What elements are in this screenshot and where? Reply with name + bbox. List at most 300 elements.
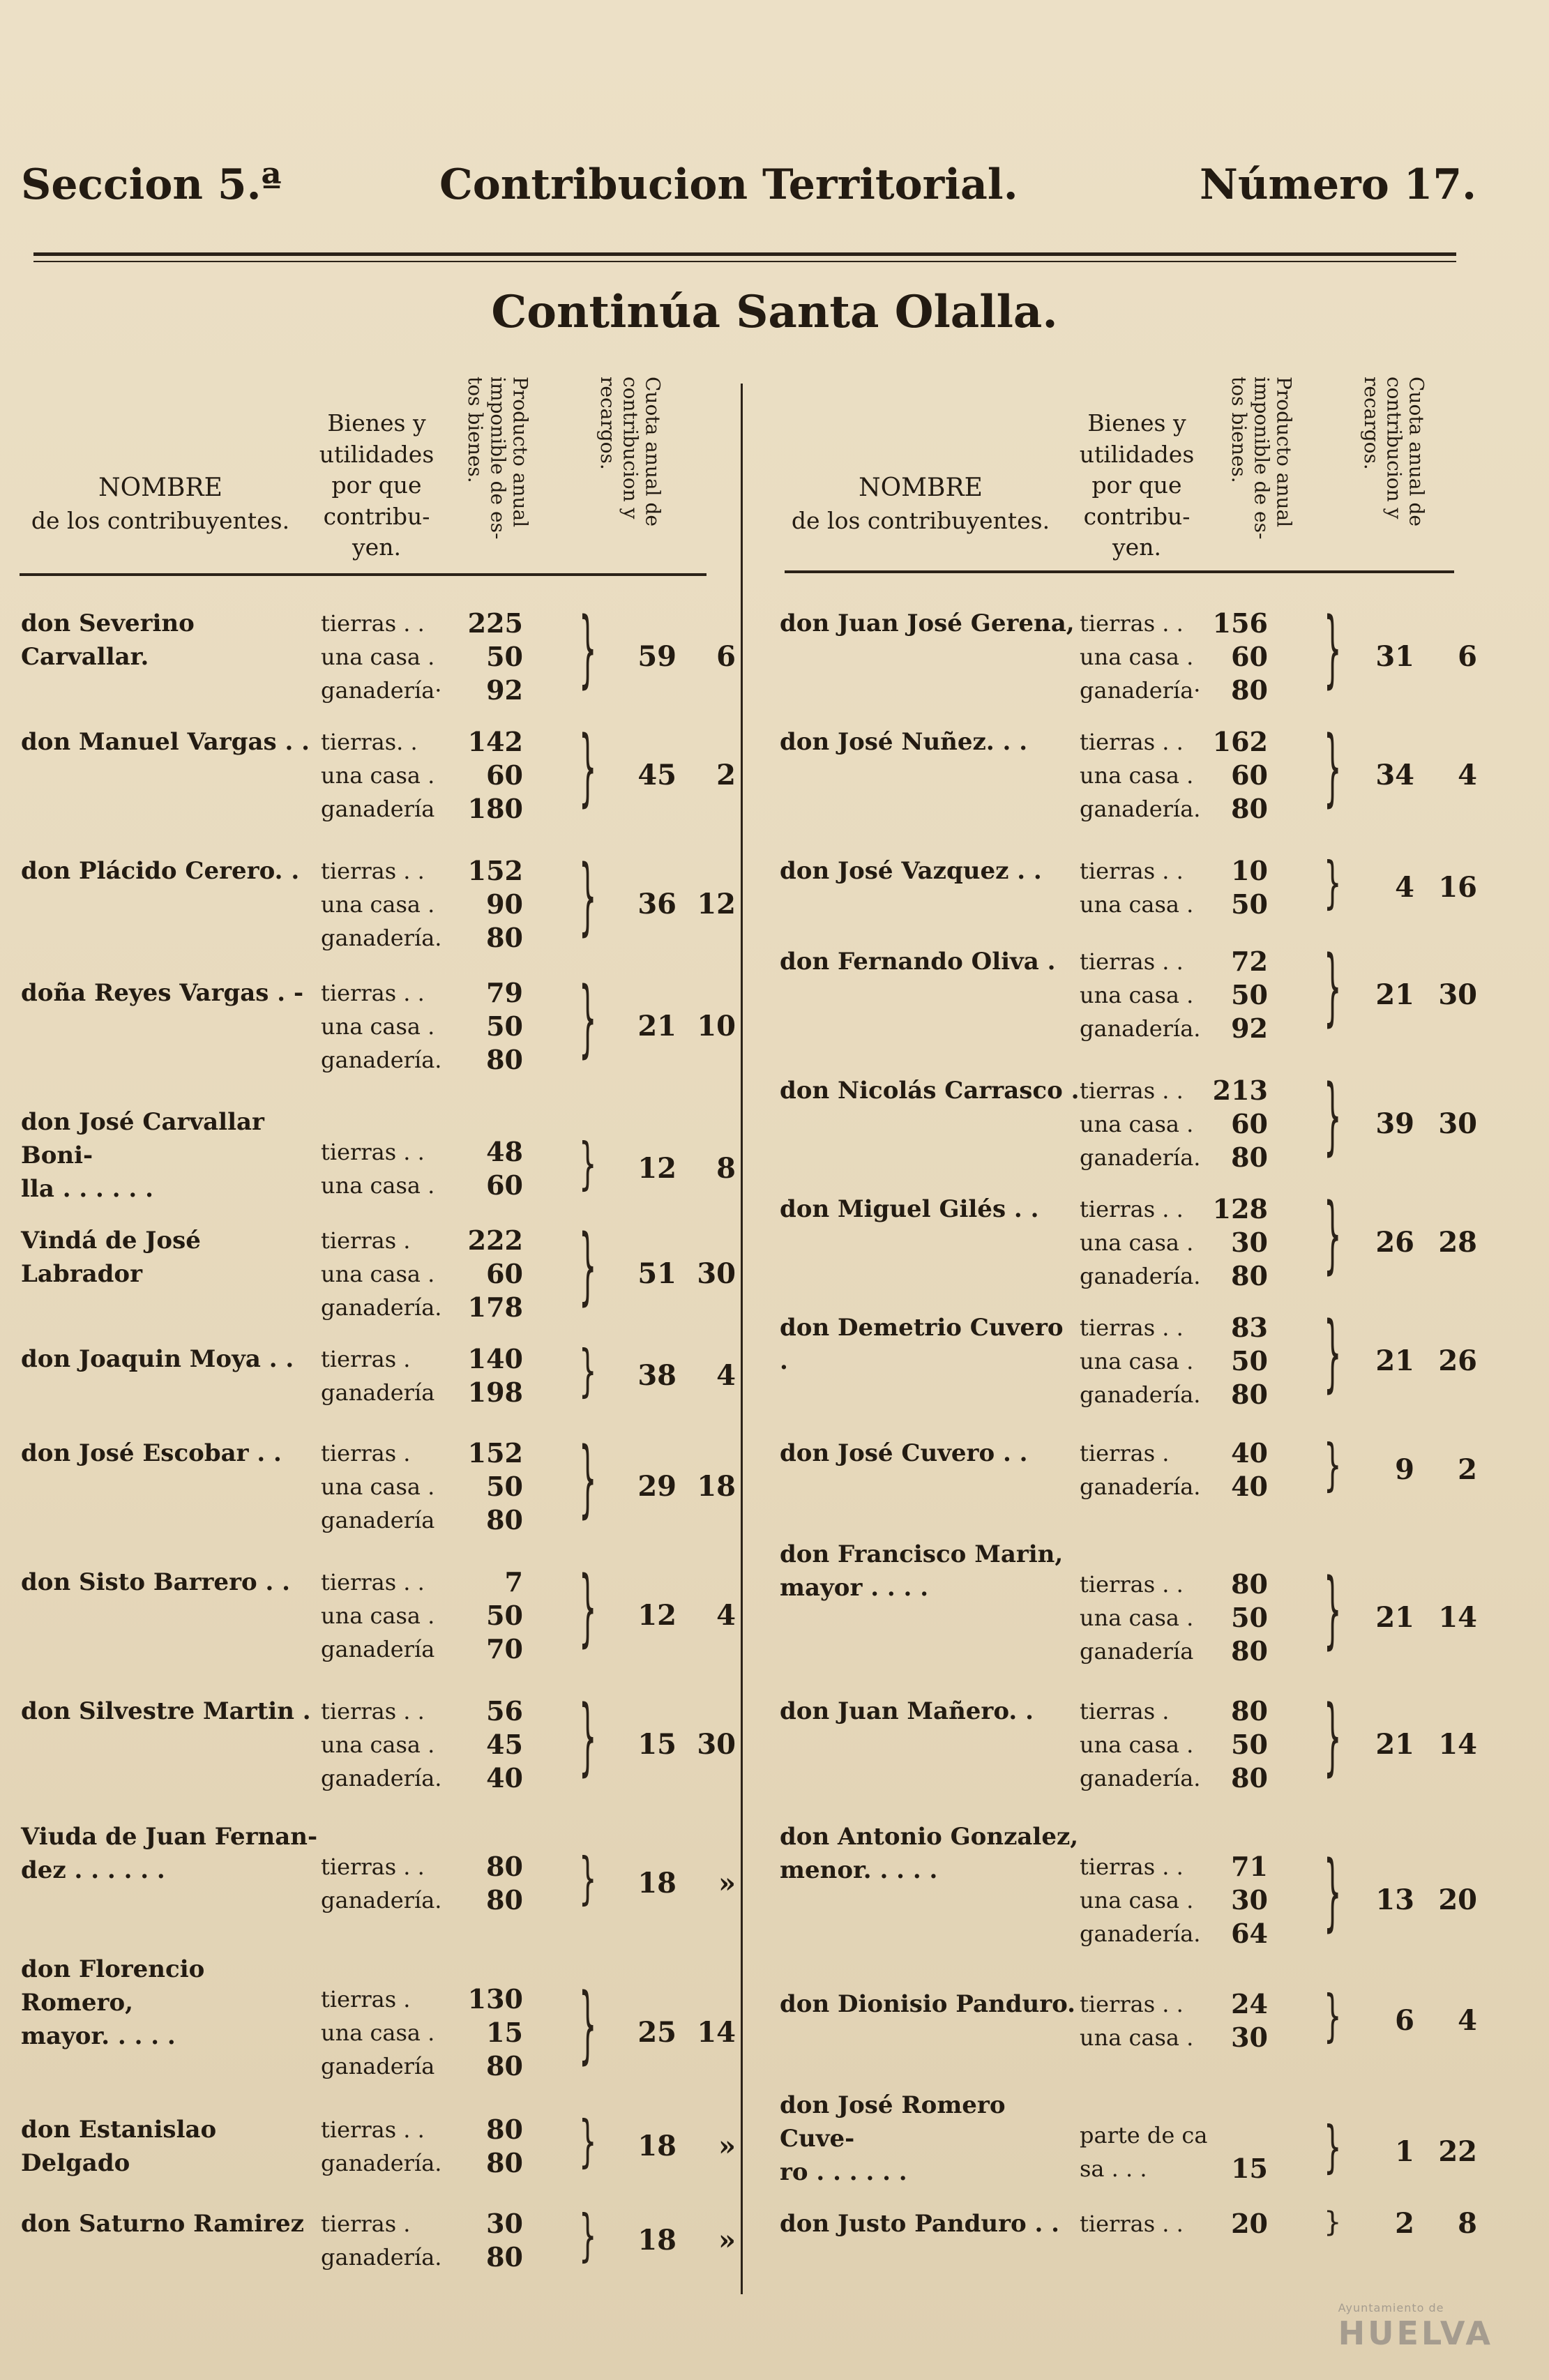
- contributor-name: [21, 607, 321, 674]
- cuota-reales: 34: [1375, 759, 1414, 791]
- grouping-brace: }: [579, 971, 597, 1068]
- asset-label: ganadería.: [321, 1765, 442, 1791]
- asset-value: 56: [486, 1695, 523, 1727]
- asset-label: tierras . .: [1080, 2211, 1184, 2237]
- asset-value: 140: [467, 1343, 523, 1374]
- page-number: Número 17.: [1200, 160, 1477, 209]
- contributor-name-line: don José Romero Cuve-: [780, 2091, 1006, 2153]
- cuota-reales: 18: [637, 2224, 677, 2257]
- contributor-name-line: doña Reyes Vargas . -: [21, 979, 304, 1007]
- asset-label: ganadería.: [1080, 1263, 1201, 1289]
- grouping-brace: }: [1324, 1690, 1342, 1786]
- asset-label: tierras . .: [1080, 1314, 1184, 1341]
- asset-value: 50: [486, 1010, 523, 1042]
- asset-value: 80: [1231, 674, 1268, 706]
- asset-label: tierras .: [1080, 1698, 1170, 1725]
- cuota-maravedis: 6: [716, 640, 736, 673]
- grouping-brace: }: [1324, 1434, 1342, 1498]
- contributor-name-line: don Juan José Gerena,: [780, 609, 1075, 637]
- asset-label: tierras . .: [321, 610, 425, 637]
- header-rule-thin: [33, 261, 1456, 262]
- contributor-name-line: Viuda de Juan Fernan-: [21, 1823, 318, 1851]
- cuota-maravedis: 30: [697, 1257, 736, 1290]
- grouping-brace: }: [1324, 940, 1342, 1036]
- grouping-brace: }: [579, 1690, 597, 1786]
- asset-label: tierras .: [321, 1346, 411, 1372]
- asset-value: 40: [1231, 1471, 1268, 1502]
- cuota-reales: 12: [637, 1599, 677, 1632]
- asset-label: tierras . .: [1080, 729, 1184, 755]
- asset-value: 80: [1231, 793, 1268, 824]
- asset-value: 92: [1231, 1013, 1268, 1044]
- asset-value: 60: [486, 1258, 523, 1289]
- cuota-reales: 12: [637, 1152, 677, 1185]
- contributor-name: [780, 1695, 1080, 1728]
- contributor-name-line: don Florencio Romero,: [21, 1955, 205, 2017]
- asset-label: tierras . .: [321, 858, 425, 884]
- grouping-brace: }: [579, 602, 597, 698]
- asset-label: una casa .: [321, 2019, 435, 2047]
- contributor-name-line: don José Escobar . .: [21, 1439, 282, 1467]
- contributor-name: [21, 2207, 321, 2241]
- asset-value: 48: [486, 1136, 523, 1168]
- asset-value: 80: [486, 1851, 523, 1883]
- cuota-reales: 1: [1395, 2135, 1414, 2169]
- asset-value: 80: [486, 922, 523, 953]
- asset-value: 30: [486, 2208, 523, 2239]
- asset-value: 60: [1231, 759, 1268, 791]
- contributor-name-line: menor. . . . .: [780, 1856, 938, 1884]
- contributor-name-line: don Juan Mañero. .: [780, 1697, 1034, 1725]
- asset-value: 60: [486, 759, 523, 791]
- cuota-reales: 29: [637, 1470, 677, 1503]
- asset-value: 80: [1231, 1142, 1268, 1173]
- cuota-maravedis: 4: [1458, 2004, 1477, 2037]
- contributor-name: [21, 976, 321, 1010]
- cuota-maravedis: 20: [1438, 1883, 1477, 1917]
- contributor-name: [780, 1192, 1080, 1226]
- asset-value: 30: [1231, 1884, 1268, 1916]
- asset-label: ganadería.: [321, 1047, 442, 1073]
- cuota-reales: 38: [637, 1359, 677, 1392]
- asset-label: ganadería.: [1080, 1473, 1201, 1500]
- contributor-name: [780, 607, 1080, 640]
- asset-label: ganadería: [321, 1636, 435, 1662]
- grouping-brace: }: [579, 1132, 597, 1197]
- asset-value: 10: [1231, 855, 1268, 886]
- cuota-reales: 36: [637, 888, 677, 920]
- grouping-brace: }: [579, 1432, 597, 1528]
- cuota-maravedis: 12: [697, 888, 736, 920]
- asset-value: 180: [467, 793, 523, 824]
- contributor-name-line: don José Nuñez. . .: [780, 728, 1028, 756]
- asset-value: 152: [467, 1437, 523, 1469]
- asset-value: 80: [486, 1884, 523, 1916]
- cuota-reales: 25: [637, 2016, 677, 2049]
- contributor-name-line: dez . . . . . .: [21, 1856, 165, 1884]
- asset-value: 80: [1231, 1260, 1268, 1291]
- contributor-name-line: don José Vazquez . .: [780, 857, 1042, 885]
- cuota-maravedis: »: [718, 2224, 736, 2257]
- cuota-reales: 6: [1395, 2004, 1414, 2037]
- contributor-name: [780, 1538, 1080, 1605]
- asset-value: 50: [1231, 1345, 1268, 1377]
- asset-label: tierras . .: [1080, 1196, 1184, 1222]
- contributor-name-line: don Estanislao Delgado: [21, 2116, 217, 2177]
- contributor-name-line: don Justo Panduro . .: [780, 2210, 1060, 2238]
- cuota-reales: 21: [637, 1010, 677, 1043]
- grouping-brace: }: [579, 1561, 597, 1657]
- contributor-name: [780, 1987, 1080, 2021]
- asset-value: 64: [1231, 1918, 1268, 1950]
- grouping-brace: }: [1324, 720, 1342, 817]
- contributor-name: [21, 2113, 321, 2180]
- asset-label: una casa .: [321, 1172, 435, 1199]
- asset-value: 15: [486, 2017, 523, 2049]
- asset-value: 178: [467, 1291, 523, 1323]
- cuota-reales: 18: [637, 2130, 677, 2162]
- asset-label: tierras . .: [1080, 610, 1184, 637]
- cuota-reales: 21: [1375, 1728, 1414, 1761]
- asset-label: una casa .: [321, 1013, 435, 1040]
- grouping-brace: }: [1324, 2206, 1342, 2238]
- cuota-reales: 4: [1395, 871, 1414, 904]
- grouping-brace: }: [1324, 1188, 1342, 1284]
- cuota-maravedis: 30: [1438, 978, 1477, 1011]
- asset-label: tierras . .: [321, 2116, 425, 2143]
- asset-label: tierras .: [321, 1986, 411, 2013]
- asset-label: tierras . .: [321, 1854, 425, 1881]
- asset-value: 80: [1231, 1762, 1268, 1794]
- cuota-maravedis: 22: [1438, 2135, 1477, 2169]
- asset-label: ganadería: [321, 2053, 435, 2080]
- contributor-name: [21, 1342, 321, 1376]
- asset-label: una casa .: [1080, 1229, 1194, 1256]
- contributor-name-line: don Silvestre Martin .: [21, 1697, 311, 1725]
- asset-value: 40: [1231, 1437, 1268, 1469]
- asset-label: una casa .: [1080, 982, 1194, 1008]
- asset-label: una casa .: [1080, 1731, 1194, 1758]
- asset-label: ganadería·: [1080, 677, 1201, 704]
- asset-value: 45: [486, 1729, 523, 1760]
- asset-label: ganadería.: [1080, 1920, 1201, 1948]
- asset-label: una casa .: [321, 1473, 435, 1500]
- asset-label: una casa .: [321, 1602, 435, 1629]
- asset-label: una casa .: [1080, 1111, 1194, 1137]
- contributor-name: [780, 2089, 1080, 2189]
- contributor-name-line: don Joaquin Moya . .: [21, 1345, 294, 1373]
- asset-label: una casa .: [1080, 891, 1194, 918]
- asset-value: 50: [486, 1471, 523, 1502]
- asset-label: una casa .: [321, 644, 435, 670]
- cuota-maravedis: 8: [1458, 2207, 1477, 2240]
- asset-label: ganadería.: [1080, 1144, 1201, 1171]
- cuota-reales: 21: [1375, 978, 1414, 1011]
- asset-value: 142: [467, 726, 523, 757]
- contributor-name-line: lla . . . . . .: [21, 1175, 153, 1203]
- cuota-maravedis: 10: [697, 1010, 736, 1043]
- cuota-maravedis: 16: [1438, 871, 1477, 904]
- col-head-bienes-right: Bienes y utilidades por que contribu- yen.: [1079, 409, 1195, 561]
- contributor-name-line: don Severino Carvallar.: [21, 609, 195, 671]
- contributor-name: [21, 1820, 321, 1887]
- col-head-name-right: NOMBRE de los contribuyentes.: [791, 473, 1050, 534]
- asset-label: ganadería: [321, 1379, 435, 1406]
- header-rule: [33, 252, 1456, 256]
- contributor-name-line: don José Carvallar Boni-: [21, 1108, 264, 1169]
- asset-label: una casa .: [321, 891, 435, 918]
- asset-value: 50: [486, 641, 523, 672]
- grouping-brace: }: [579, 1219, 597, 1315]
- asset-value: 71: [1231, 1851, 1268, 1883]
- contributor-name-line: don José Cuvero . .: [780, 1439, 1028, 1467]
- col-head-cuota-right: Cuota anual de contribucion y recargos.: [1360, 377, 1428, 526]
- cuota-maravedis: 14: [697, 2016, 736, 2049]
- asset-label: tierras .: [1080, 1440, 1170, 1466]
- contributor-name: [780, 854, 1080, 888]
- contributor-name-line: mayor. . . . .: [21, 2022, 176, 2050]
- col-head-rule-left: [20, 573, 707, 576]
- cuota-maravedis: 26: [1438, 1344, 1477, 1377]
- contributor-name-line: don Manuel Vargas . .: [21, 728, 310, 756]
- cuota-maravedis: 28: [1438, 1226, 1477, 1259]
- asset-value: 92: [486, 674, 523, 706]
- asset-label: parte de ca: [1080, 2122, 1208, 2149]
- asset-label: tierras. .: [321, 729, 418, 755]
- archive-stamp: Ayuntamiento de HUELVA: [1338, 2301, 1493, 2352]
- asset-label: ganadería.: [321, 2150, 442, 2176]
- asset-value: 80: [486, 1504, 523, 1536]
- cuota-maravedis: 30: [1438, 1107, 1477, 1140]
- asset-value: 79: [486, 977, 523, 1008]
- asset-label: tierras . .: [1080, 1991, 1184, 2017]
- asset-value: 83: [1231, 1312, 1268, 1343]
- asset-value: 7: [504, 1566, 523, 1598]
- asset-label: ganadería.: [321, 1887, 442, 1914]
- cuota-maravedis: 4: [716, 1599, 736, 1632]
- cuota-reales: 15: [637, 1728, 677, 1761]
- asset-value: 80: [486, 2241, 523, 2273]
- contributor-name-line: don Miguel Gilés . .: [780, 1195, 1039, 1223]
- asset-label: una casa .: [321, 1731, 435, 1758]
- contributor-name: [21, 1953, 321, 2053]
- cuota-maravedis: 8: [716, 1152, 736, 1185]
- asset-value: 60: [486, 1169, 523, 1202]
- cuota-maravedis: 18: [697, 1470, 736, 1503]
- grouping-brace: }: [579, 2110, 597, 2174]
- asset-label: tierras . .: [1080, 948, 1184, 975]
- contributor-name-line: mayor . . . .: [780, 1574, 929, 1602]
- cuota-maravedis: 2: [716, 759, 736, 791]
- grouping-brace: }: [1324, 1845, 1342, 1942]
- asset-value: 222: [467, 1225, 523, 1256]
- asset-label: ganadería.: [1080, 1381, 1201, 1408]
- grouping-brace: }: [1324, 851, 1342, 916]
- asset-label: tierras . .: [1080, 1077, 1184, 1104]
- cuota-reales: 9: [1395, 1453, 1414, 1486]
- grouping-brace: }: [579, 1978, 597, 2075]
- cuota-reales: 13: [1375, 1883, 1414, 1917]
- asset-label: tierras . .: [321, 1139, 425, 1166]
- asset-value: 90: [486, 888, 523, 920]
- asset-value: 40: [486, 1762, 523, 1794]
- grouping-brace: }: [1324, 1306, 1342, 1402]
- cuota-maravedis: 2: [1458, 1453, 1477, 1486]
- asset-label: una casa .: [321, 762, 435, 789]
- asset-value: 50: [1231, 888, 1268, 920]
- contributor-name: [21, 1105, 321, 1206]
- contributor-name: [21, 725, 321, 759]
- contributor-name-line: don Antonio Gonzalez,: [780, 1823, 1079, 1851]
- asset-label: una casa .: [321, 1261, 435, 1287]
- cuota-reales: 31: [1375, 640, 1414, 673]
- grouping-brace: }: [579, 1340, 597, 1404]
- asset-label: ganadería·: [321, 677, 442, 704]
- asset-label: ganadería: [1080, 1638, 1194, 1665]
- asset-value: 80: [1231, 1568, 1268, 1600]
- grouping-brace: }: [1324, 1069, 1342, 1165]
- col-head-name-left: NOMBRE de los contribuyentes.: [31, 473, 290, 534]
- asset-value: 80: [486, 2147, 523, 2178]
- grouping-brace: }: [579, 2204, 597, 2268]
- asset-value: 128: [1212, 1193, 1268, 1225]
- cuota-reales: 21: [1375, 1601, 1414, 1635]
- subtitle: Continúa Santa Olalla.: [491, 286, 1058, 338]
- asset-label: tierras . .: [321, 1698, 425, 1725]
- asset-value: 60: [1231, 641, 1268, 672]
- asset-label: una casa .: [1080, 1348, 1194, 1374]
- asset-value: 130: [467, 1983, 523, 2015]
- asset-label: tierras .: [321, 2211, 411, 2237]
- asset-value: 80: [486, 2050, 523, 2082]
- cuota-reales: 51: [637, 1257, 677, 1290]
- contributor-name-line: don Sisto Barrero . .: [21, 1568, 291, 1596]
- asset-value: 80: [1231, 1635, 1268, 1667]
- asset-label: sa . . .: [1080, 2155, 1147, 2183]
- page-title: Contribucion Territorial.: [439, 160, 1018, 209]
- grouping-brace: }: [1324, 2116, 1342, 2181]
- asset-label: tierras . .: [1080, 1854, 1184, 1881]
- cuota-reales: 21: [1375, 1344, 1414, 1377]
- section-label: Seccion 5.ª: [21, 160, 282, 209]
- contributor-name: [780, 2207, 1080, 2241]
- asset-label: tierras . .: [321, 1569, 425, 1595]
- grouping-brace: }: [579, 849, 597, 946]
- asset-value: 225: [467, 607, 523, 639]
- asset-value: 50: [486, 1600, 523, 1631]
- cuota-maravedis: 14: [1438, 1601, 1477, 1635]
- grouping-brace: }: [1324, 1563, 1342, 1660]
- asset-value: 30: [1231, 1227, 1268, 1258]
- asset-label: ganadería.: [321, 1294, 442, 1321]
- asset-label: tierras .: [321, 1227, 411, 1254]
- contributor-name: [780, 1437, 1080, 1470]
- asset-value: 213: [1212, 1075, 1268, 1106]
- contributor-name-line: don Nicolás Carrasco .: [780, 1077, 1080, 1105]
- contributor-name-line: ro . . . . . .: [780, 2158, 907, 2186]
- col-head-producto-left: Producto anual imponible de es- tos bienes.: [464, 377, 532, 540]
- column-divider: [741, 384, 743, 2294]
- contributor-name-line: don Fernando Oliva .: [780, 948, 1056, 976]
- asset-label: ganadería.: [321, 925, 442, 951]
- asset-value: 50: [1231, 1602, 1268, 1634]
- asset-value: 80: [486, 2114, 523, 2145]
- asset-value: 30: [1231, 2022, 1268, 2053]
- grouping-brace: }: [1324, 1985, 1342, 2049]
- asset-value: 20: [1231, 2208, 1268, 2239]
- cuota-maravedis: 4: [716, 1359, 736, 1392]
- asset-value: 72: [1231, 946, 1268, 977]
- contributor-name: [21, 1224, 321, 1291]
- asset-value: 162: [1212, 726, 1268, 757]
- cuota-maravedis: 4: [1458, 759, 1477, 791]
- col-head-bienes-left: Bienes y utilidades por que contribu- yen.: [319, 409, 435, 561]
- asset-label: tierras . .: [1080, 858, 1184, 884]
- cuota-maravedis: 14: [1438, 1728, 1477, 1761]
- cuota-reales: 26: [1375, 1226, 1414, 1259]
- asset-label: ganadería: [321, 796, 435, 822]
- grouping-brace: }: [579, 1847, 597, 1912]
- asset-value: 15: [1231, 2153, 1268, 2185]
- asset-label: una casa .: [1080, 1887, 1194, 1914]
- asset-value: 60: [1231, 1108, 1268, 1139]
- asset-label: tierras .: [321, 1440, 411, 1466]
- asset-label: ganadería.: [1080, 1015, 1201, 1042]
- asset-label: ganadería.: [321, 2244, 442, 2271]
- asset-label: tierras . .: [1080, 1571, 1184, 1598]
- contributor-name: [780, 1820, 1080, 1887]
- asset-value: 198: [467, 1377, 523, 1408]
- asset-label: una casa .: [1080, 2024, 1194, 2051]
- asset-value: 50: [1231, 1729, 1268, 1760]
- cuota-reales: 2: [1395, 2207, 1414, 2240]
- asset-value: 80: [1231, 1379, 1268, 1410]
- col-head-rule-right: [785, 570, 1454, 573]
- cuota-reales: 59: [637, 640, 677, 673]
- asset-label: una casa .: [1080, 644, 1194, 670]
- cuota-maravedis: »: [718, 1867, 736, 1900]
- col-head-producto-right: Producto anual imponible de es- tos bienes.: [1227, 377, 1296, 540]
- contributor-name-line: don Dionisio Panduro.: [780, 1990, 1076, 2018]
- cuota-maravedis: »: [718, 2130, 736, 2162]
- grouping-brace: }: [1324, 602, 1342, 698]
- asset-value: 156: [1212, 607, 1268, 639]
- contributor-name-line: don Plácido Cerero. .: [21, 857, 300, 885]
- cuota-maravedis: 6: [1458, 640, 1477, 673]
- asset-value: 152: [467, 855, 523, 886]
- contributor-name: [780, 725, 1080, 759]
- asset-value: 80: [486, 1044, 523, 1075]
- cuota-reales: 45: [637, 759, 677, 791]
- asset-value: 24: [1231, 1988, 1268, 2019]
- grouping-brace: }: [579, 720, 597, 817]
- contributor-name-line: don Francisco Marin,: [780, 1540, 1064, 1568]
- asset-label: ganadería.: [1080, 1765, 1201, 1791]
- contributor-name-line: don Saturno Ramirez: [21, 2210, 304, 2238]
- asset-label: una casa .: [1080, 762, 1194, 789]
- contributor-name-line: Vindá de José Labrador: [21, 1227, 201, 1288]
- contributor-name: [780, 1074, 1080, 1107]
- cuota-maravedis: 30: [697, 1728, 736, 1761]
- asset-value: 50: [1231, 979, 1268, 1010]
- cuota-reales: 39: [1375, 1107, 1414, 1140]
- contributor-name-line: don Demetrio Cuvero .: [780, 1314, 1064, 1375]
- asset-label: una casa .: [1080, 1605, 1194, 1632]
- contributor-name: [21, 1566, 321, 1599]
- asset-label: ganadería.: [1080, 796, 1201, 822]
- contributor-name: [21, 854, 321, 888]
- contributor-name: [780, 945, 1080, 978]
